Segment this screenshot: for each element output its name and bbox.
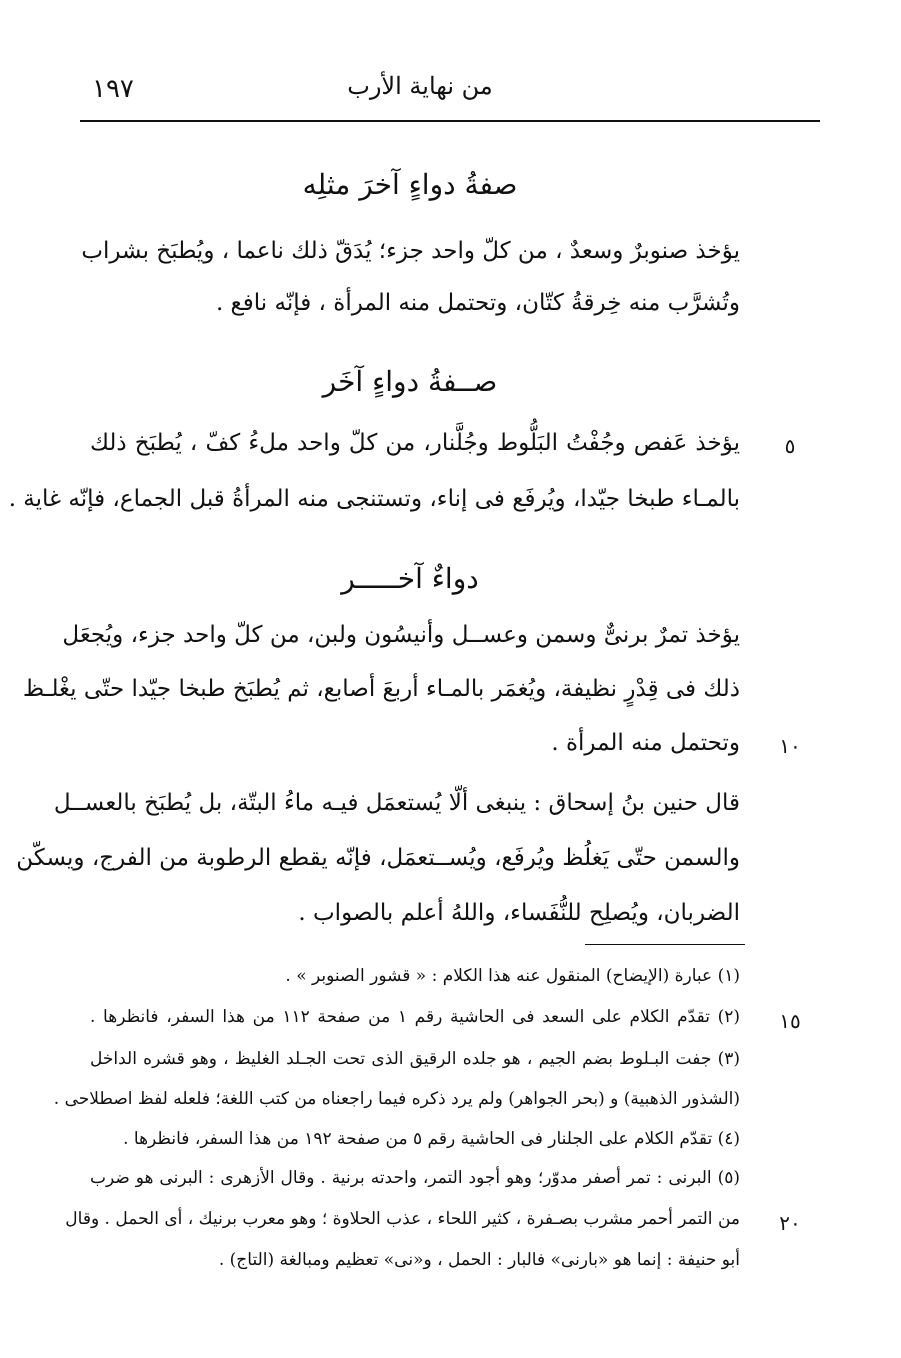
footnote: (الشذور الذهبية) و (بحر الجواهر) ولم يرد ذكره فيما راجعناه من كتب اللغة؛ فلعله لفظ اصطلاحى .	[53, 1089, 740, 1109]
footnote: (٢) تقدّم الكلام على السعد فى الحاشية رقم ١ من صفحة ١١٢ من هذا السفر، فانظرها .	[90, 1007, 740, 1027]
text-line: يؤخذ صنوبرٌ وسعدٌ ، من كلّ واحد جزء؛ يُدَقّ ذلك ناعما ، ويُطبَخ بشراب	[81, 238, 740, 264]
text-line: يؤخذ عَفص وجُفْتُ البَلُّوط وجُلَّنار، من كلّ واحد ملءُ كفّ ، يُطبَخ ذلك	[90, 430, 740, 456]
line-number: ٢٠	[779, 1211, 801, 1235]
text-line: والسمن حتّى يَغلُظ ويُرفَع، ويُســتعمَل، فإنّه يقطع الرطوبة من الفرج، ويسكّن	[16, 845, 740, 871]
text-line: بالمـاء طبخا جيّدا، ويُرفَع فى إناء، وتستنجى منه المرأةُ قبل الجماع، فإنّه غاية .	[8, 486, 740, 512]
text-line: ذلك فى قِدْرٍ نظيفة، ويُغمَر بالمـاء أربعَ أصابع، ثم يُطبَخ طبخا جيّدا حتّى يغْلـظ	[22, 676, 740, 702]
text-line: قال حنين بنُ إسحاق : ينبغى ألّا يُستعمَل فيـه ماءُ البتّة، بل يُطبَخ بالعســل	[53, 790, 740, 816]
footnote: (١) عبارة (الإيضاح) المنقول عنه هذا الكلام : « قشور الصنوبر » .	[285, 966, 740, 986]
footnote: (٤) تقدّم الكلام على الجلنار فى الحاشية رقم ٥ من صفحة ١٩٢ من هذا السفر، فانظرها .	[123, 1129, 740, 1149]
text-line: وتُشرَّب منه خِرقةُ كتّان، وتحتمل منه المرأة ، فإنّه نافع .	[215, 290, 740, 316]
line-number: ١٥	[779, 1009, 801, 1033]
page-number: ١٩٧	[92, 74, 134, 104]
running-header-title: من نهاية الأرب	[347, 72, 493, 100]
section-heading: صــفةُ دواءٍ آخَر	[322, 365, 498, 398]
text-line: يؤخذ تمرٌ برنىٌّ وسمن وعســل وأنيسُون ولبن، من كلّ واحد جزء، ويُجعَل	[62, 622, 740, 648]
section-heading: دواءٌ آخـــــر	[341, 562, 479, 595]
text-line: وتحتمل منه المرأة .	[551, 730, 740, 756]
footnote: أبو حنيفة : إنما هو «بارنى» فالبار : الحمل ، و«نى» تعظيم ومبالغة (التاج) .	[218, 1250, 740, 1270]
section-heading: صفةُ دواءٍ آخرَ مثلِه	[302, 168, 518, 201]
footnote: (٥) البرنى : تمر أصفر مدوّر؛ وهو أجود التمر، واحدته برنية . وقال الأزهرى : البرنى هو ضرب	[90, 1168, 740, 1188]
footnote: (٣) جفت البـلوط بضم الجيم ، هو جلده الرقيق الذى تحت الجـلد الغليظ ، وهو قشره الداخل	[90, 1049, 740, 1069]
footnote-rule	[585, 944, 745, 945]
footnote: من التمر أحمر مشرب بصـفرة ، كثير اللحاء ، عذب الحلاوة ؛ وهو معرب برنيك ، أى الحمل . وقال	[65, 1209, 740, 1229]
header-rule	[80, 120, 820, 122]
text-line: الضربان، ويُصلِح للنُّفَساء، واللهُ أعلم بالصواب .	[298, 900, 740, 926]
line-number: ٥	[784, 434, 796, 458]
line-number: ١٠	[779, 734, 801, 758]
